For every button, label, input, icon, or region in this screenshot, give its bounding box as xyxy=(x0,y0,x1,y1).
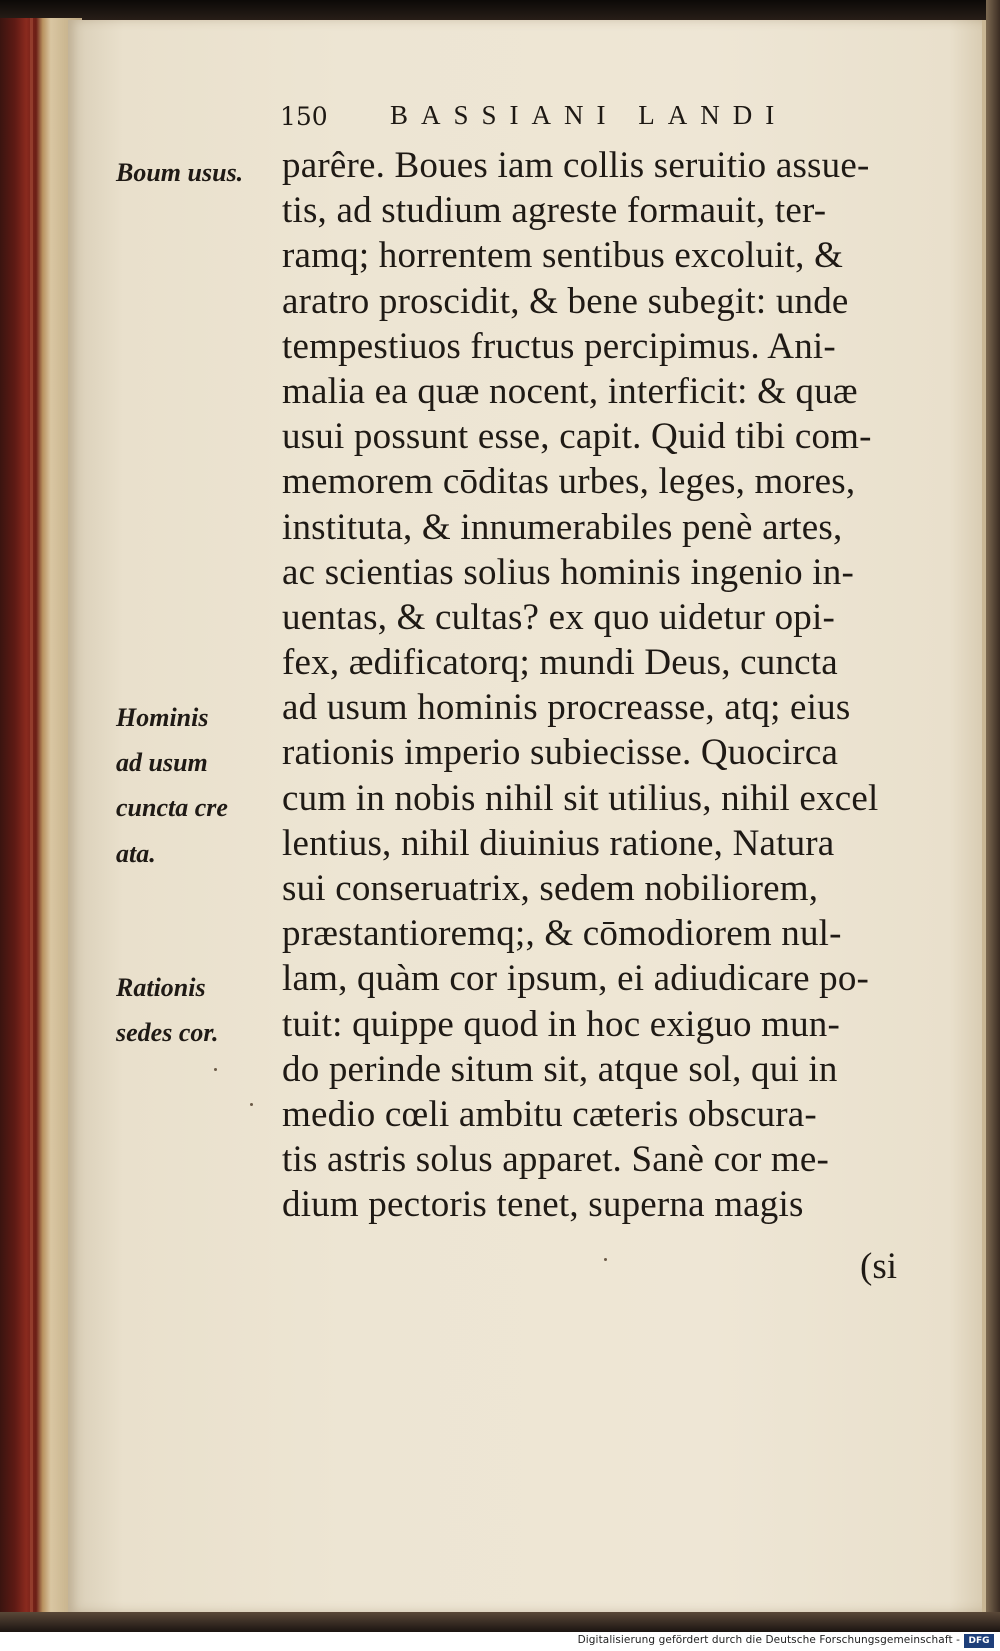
text-line: instituta, & innumerabiles penè artes, xyxy=(282,506,843,548)
text-line: tis, ad studium agreste formauit, ter- xyxy=(282,190,827,232)
margin-note-line: Boum usus. xyxy=(116,158,244,187)
text-line: cum in nobis nihil sit utilius, nihil excel xyxy=(282,777,879,819)
text-line: fex, ædificatorq; mundi Deus, cuncta xyxy=(282,642,838,684)
margin-note-rationis xyxy=(116,965,219,1055)
text-line: medio cœli ambitu cæteris obscura- xyxy=(282,1093,817,1135)
text-line: memorem cōditas urbes, leges, mores, xyxy=(282,461,856,503)
margin-note-boum xyxy=(116,150,243,195)
text-line: rationis imperio subiecisse. Quocirca xyxy=(282,732,839,774)
dfg-logo: DFG xyxy=(964,1634,994,1648)
page-edge-highlight xyxy=(982,20,986,1612)
text-line: tis astris solus apparet. Sanè cor me- xyxy=(282,1139,830,1181)
margin-note-line: ad usum xyxy=(116,748,208,778)
text-line: lam, quàm cor ipsum, ei adiudicare po- xyxy=(282,958,870,1000)
paper-speck xyxy=(214,1068,217,1071)
margin-note-hominis xyxy=(116,695,228,876)
text-line: ad usum hominis procreasse, atq; eius xyxy=(282,687,851,729)
margin-note-line: cuncta cre xyxy=(116,793,228,823)
text-line: lentius, nihil diuinius ratione, Natura xyxy=(282,822,835,864)
page-stack-edge xyxy=(986,0,1000,1651)
running-head-title: BASSIANI LANDI xyxy=(390,100,788,130)
text-line: tempestiuos fructus percipimus. Ani- xyxy=(282,325,836,367)
text-line: tuit: quippe quod in hoc exiguo mun- xyxy=(282,1003,841,1045)
catchword: (si xyxy=(860,1246,897,1287)
text-line: parêre. Boues iam collis seruitio assue- xyxy=(282,145,870,186)
text-line: usui possunt esse, capit. Quid tibi com- xyxy=(282,416,872,458)
page-number: 150 xyxy=(280,102,328,131)
text-line: sui conseruatrix, sedem nobiliorem, xyxy=(282,868,819,909)
body-text xyxy=(282,143,922,1228)
text-line: ac scientias solius hominis ingenio in- xyxy=(282,551,854,593)
text-line: dium pectoris tenet, superna magis xyxy=(282,1184,804,1226)
paper-speck xyxy=(604,1258,607,1261)
text-line: ramq; horrentem sentibus excoluit, & xyxy=(282,235,844,277)
text-line: malia ea quæ nocent, interficit: & quæ xyxy=(282,370,858,412)
margin-note-line: Rationis xyxy=(116,973,206,1002)
text-line: aratro proscidit, & bene subegit: unde xyxy=(282,280,849,322)
text-line: præstantioremq;, & cōmodiorem nul- xyxy=(282,913,842,955)
scan-bottom-edge xyxy=(0,1612,1000,1632)
text-line: uentas, & cultas? ex quo uidetur opi- xyxy=(282,596,836,638)
margin-note-line: sedes cor. xyxy=(116,1018,219,1048)
paper-speck xyxy=(250,1103,253,1106)
funding-credit: Digitalisierung gefördert durch die Deutsche Forschungsgemeinschaft - xyxy=(577,1634,960,1646)
running-head xyxy=(280,96,880,136)
binding-thread xyxy=(30,18,33,1618)
scan-top-edge xyxy=(0,0,1000,22)
text-line: do perinde situm sit, atque sol, qui in xyxy=(282,1048,838,1090)
margin-note-line: ata. xyxy=(116,838,156,868)
margin-note-line: Hominis xyxy=(116,703,209,732)
